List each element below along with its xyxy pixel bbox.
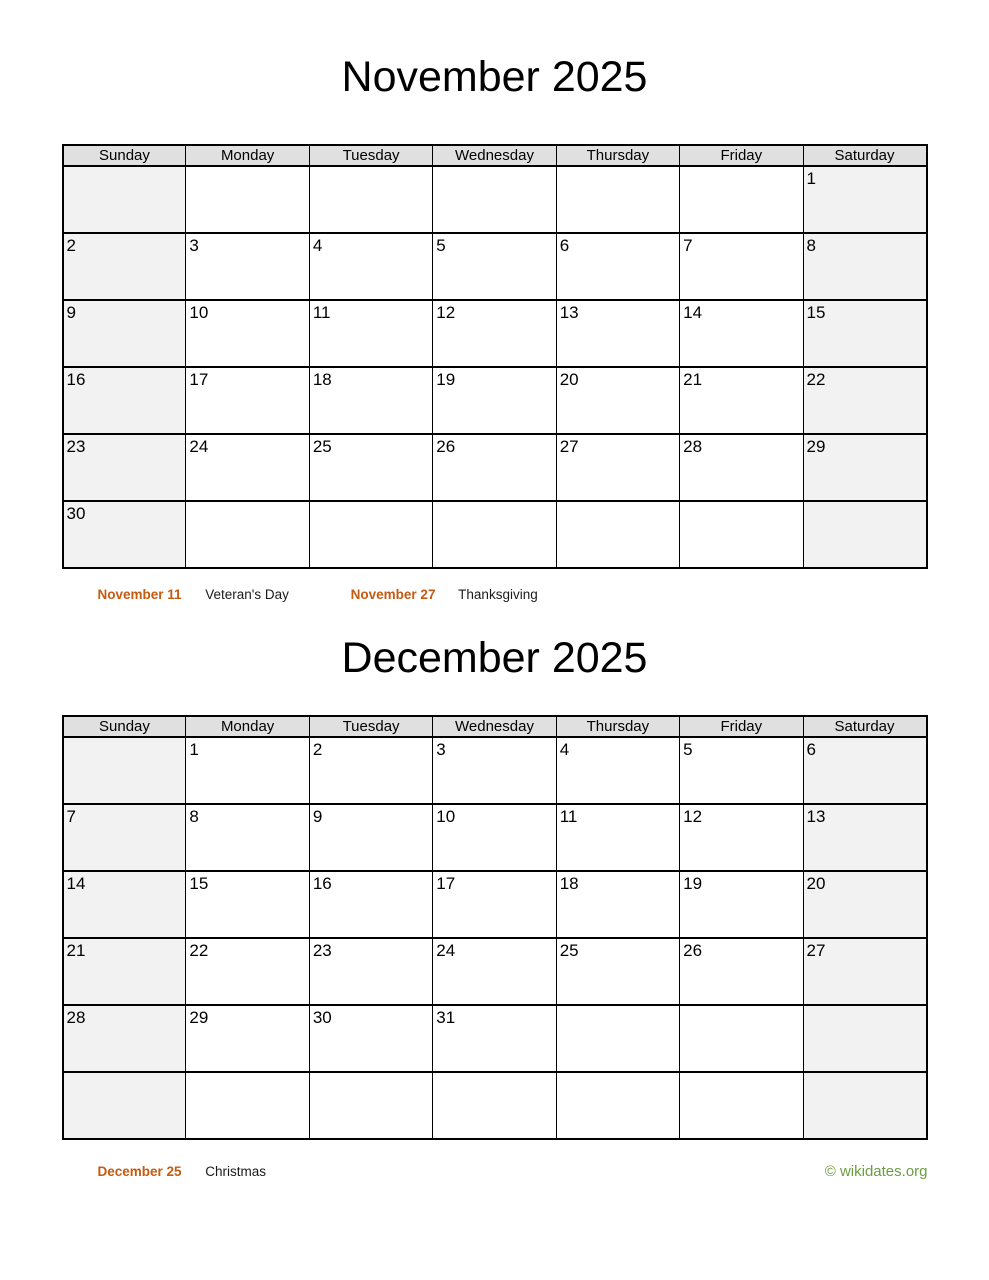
week-row: [63, 1005, 927, 1072]
day-cell-16: [309, 871, 432, 938]
day-cell-empty: [309, 1072, 432, 1139]
day-cell-8: [186, 804, 309, 871]
day-cell-17: [186, 367, 309, 434]
weekday-header-row: [63, 716, 927, 737]
day-cell-empty: [433, 1072, 556, 1139]
day-cell-27: [556, 434, 679, 501]
day-cell-5: [433, 233, 556, 300]
day-cell-25: [556, 938, 679, 1005]
day-number: 18: [312, 370, 332, 389]
day-number: 21: [683, 370, 703, 389]
day-cell-25: [309, 434, 432, 501]
day-number: 9: [312, 807, 323, 826]
day-number: 23: [312, 941, 332, 960]
weekday-header-tuesday: Tuesday: [309, 145, 432, 166]
day-number: 3: [436, 740, 446, 759]
day-cell-26: [433, 434, 556, 501]
day-cell-10: [433, 804, 556, 871]
day-cell-empty: [186, 1072, 309, 1139]
day-cell-20: [556, 367, 679, 434]
day-cell-11: [309, 300, 432, 367]
day-number: 12: [683, 807, 703, 826]
week-row: [63, 166, 927, 233]
day-number: 22: [189, 941, 209, 960]
day-cell-23: [63, 434, 186, 501]
holiday-name: Christmas: [205, 1164, 267, 1179]
day-cell-29: [803, 434, 926, 501]
day-number: 12: [436, 303, 456, 322]
day-number: 13: [559, 303, 579, 322]
day-cell-11: [556, 804, 679, 871]
day-number: 1: [806, 169, 816, 188]
day-number: 26: [436, 437, 456, 456]
day-cell-10: [186, 300, 309, 367]
day-cell-23: [309, 938, 432, 1005]
day-cell-empty: [556, 1005, 679, 1072]
weekday-header-sunday: Sunday: [63, 145, 186, 166]
holiday-entry: [98, 585, 289, 605]
holiday-entry: [98, 1162, 267, 1182]
day-number: 17: [436, 874, 456, 893]
month-section-november: [0, 52, 989, 605]
weekday-header-friday: Friday: [680, 716, 803, 737]
day-cell-6: [803, 737, 926, 804]
day-number: 24: [436, 941, 456, 960]
day-number: 8: [189, 807, 199, 826]
day-number: 19: [436, 370, 456, 389]
day-cell-7: [680, 233, 803, 300]
day-cell-21: [680, 367, 803, 434]
month-title-november: November 2025: [341, 53, 648, 101]
day-number: 26: [683, 941, 703, 960]
day-cell-5: [680, 737, 803, 804]
weekday-header-monday: Monday: [186, 145, 309, 166]
day-cell-empty: [309, 166, 432, 233]
day-number: 24: [189, 437, 209, 456]
day-number: 11: [312, 303, 331, 322]
weekday-header-friday: Friday: [680, 145, 803, 166]
day-cell-1: [186, 737, 309, 804]
day-cell-empty: [556, 166, 679, 233]
holiday-name: Veteran's Day: [205, 587, 289, 602]
day-cell-24: [186, 434, 309, 501]
day-cell-empty: [556, 501, 679, 568]
week-row: [63, 938, 927, 1005]
day-cell-13: [556, 300, 679, 367]
day-number: 5: [436, 236, 446, 255]
day-cell-27: [803, 938, 926, 1005]
holiday-name: Thanksgiving: [458, 587, 538, 602]
day-cell-empty: [803, 501, 926, 568]
holiday-date: November 11: [97, 587, 182, 602]
day-number: 15: [189, 874, 209, 893]
week-row: [63, 233, 927, 300]
day-cell-26: [680, 938, 803, 1005]
day-cell-12: [680, 804, 803, 871]
day-number: 14: [683, 303, 703, 322]
weekday-header-thursday: Thursday: [556, 145, 679, 166]
week-row: [63, 1072, 927, 1139]
day-cell-empty: [63, 166, 186, 233]
day-cell-6: [556, 233, 679, 300]
week-row: [63, 367, 927, 434]
day-number: 5: [683, 740, 693, 759]
holiday-notes-november: [62, 585, 928, 605]
day-cell-18: [556, 871, 679, 938]
day-number: 25: [312, 437, 332, 456]
copyright-text: © wikidates.org: [824, 1163, 928, 1180]
day-number: 13: [806, 807, 826, 826]
week-row: [63, 300, 927, 367]
day-cell-19: [433, 367, 556, 434]
holiday-date: November 27: [350, 587, 436, 602]
day-cell-empty: [433, 166, 556, 233]
day-cell-12: [433, 300, 556, 367]
day-cell-empty: [556, 1072, 679, 1139]
day-number: 1: [189, 740, 199, 759]
day-number: 21: [66, 941, 86, 960]
day-cell-empty: [680, 1005, 803, 1072]
day-cell-28: [680, 434, 803, 501]
week-row: [63, 737, 927, 804]
day-number: 29: [806, 437, 826, 456]
weekday-header-saturday: Saturday: [803, 145, 926, 166]
day-number: 20: [806, 874, 826, 893]
holiday-date: December 25: [97, 1164, 182, 1179]
day-number: 17: [189, 370, 209, 389]
day-cell-empty: [186, 166, 309, 233]
day-number: 23: [66, 437, 86, 456]
day-cell-14: [680, 300, 803, 367]
day-number: 9: [66, 303, 76, 322]
day-cell-7: [63, 804, 186, 871]
day-number: 4: [312, 236, 323, 255]
day-cell-empty: [680, 501, 803, 568]
day-cell-empty: [186, 501, 309, 568]
day-number: 7: [683, 236, 693, 255]
day-number: 7: [66, 807, 76, 826]
day-number: 16: [66, 370, 86, 389]
day-number: 29: [189, 1008, 209, 1027]
day-cell-20: [803, 871, 926, 938]
day-cell-2: [63, 233, 186, 300]
day-number: 16: [312, 874, 332, 893]
day-cell-24: [433, 938, 556, 1005]
day-cell-empty: [803, 1005, 926, 1072]
day-number: 30: [66, 504, 86, 523]
weekday-header-thursday: Thursday: [556, 716, 679, 737]
day-number: 27: [806, 941, 826, 960]
day-cell-28: [63, 1005, 186, 1072]
weekday-header-monday: Monday: [186, 716, 309, 737]
day-number: 11: [559, 807, 578, 826]
day-cell-18: [309, 367, 432, 434]
day-cell-empty: [680, 166, 803, 233]
day-cell-empty: [63, 737, 186, 804]
holiday-entry: [351, 585, 538, 605]
day-cell-empty: [680, 1072, 803, 1139]
day-cell-9: [309, 804, 432, 871]
calendar-table-december: [62, 715, 928, 1140]
day-number: 18: [559, 874, 579, 893]
day-number: 28: [66, 1008, 86, 1027]
weekday-header-sunday: Sunday: [63, 716, 186, 737]
day-number: 2: [312, 740, 323, 759]
weekday-header-wednesday: Wednesday: [433, 145, 556, 166]
week-row: [63, 501, 927, 568]
day-cell-1: [803, 166, 926, 233]
day-cell-4: [309, 233, 432, 300]
day-number: 8: [806, 236, 816, 255]
day-cell-3: [186, 233, 309, 300]
day-cell-empty: [309, 501, 432, 568]
day-number: 28: [683, 437, 703, 456]
day-cell-3: [433, 737, 556, 804]
day-cell-15: [803, 300, 926, 367]
day-cell-2: [309, 737, 432, 804]
day-cell-13: [803, 804, 926, 871]
weekday-header-row: [63, 145, 927, 166]
day-cell-14: [63, 871, 186, 938]
day-cell-31: [433, 1005, 556, 1072]
day-cell-empty: [63, 1072, 186, 1139]
day-cell-15: [186, 871, 309, 938]
day-cell-8: [803, 233, 926, 300]
day-number: 15: [806, 303, 826, 322]
week-row: [63, 804, 927, 871]
day-cell-30: [309, 1005, 432, 1072]
month-title-december: December 2025: [341, 634, 648, 682]
day-number: 31: [436, 1008, 456, 1027]
day-number: 22: [806, 370, 826, 389]
day-number: 10: [189, 303, 209, 322]
day-number: 30: [312, 1008, 332, 1027]
day-number: 6: [806, 740, 816, 759]
week-row: [63, 434, 927, 501]
day-cell-empty: [433, 501, 556, 568]
day-cell-9: [63, 300, 186, 367]
day-number: 2: [66, 236, 76, 255]
day-cell-4: [556, 737, 679, 804]
weekday-header-saturday: Saturday: [803, 716, 926, 737]
day-cell-17: [433, 871, 556, 938]
day-number: 14: [66, 874, 86, 893]
calendar-table-november: [62, 144, 928, 569]
day-cell-30: [63, 501, 186, 568]
day-cell-empty: [803, 1072, 926, 1139]
week-row: [63, 871, 927, 938]
page-footer: [62, 1162, 928, 1182]
day-cell-19: [680, 871, 803, 938]
day-cell-22: [803, 367, 926, 434]
day-number: 19: [683, 874, 703, 893]
day-cell-21: [63, 938, 186, 1005]
day-cell-22: [186, 938, 309, 1005]
day-cell-29: [186, 1005, 309, 1072]
weekday-header-wednesday: Wednesday: [433, 716, 556, 737]
day-number: 27: [559, 437, 579, 456]
day-number: 6: [559, 236, 570, 255]
day-number: 25: [559, 941, 579, 960]
day-number: 3: [189, 236, 199, 255]
day-number: 20: [559, 370, 579, 389]
month-section-december: [0, 633, 989, 1140]
weekday-header-tuesday: Tuesday: [309, 716, 432, 737]
day-number: 4: [559, 740, 570, 759]
day-number: 10: [436, 807, 456, 826]
day-cell-16: [63, 367, 186, 434]
